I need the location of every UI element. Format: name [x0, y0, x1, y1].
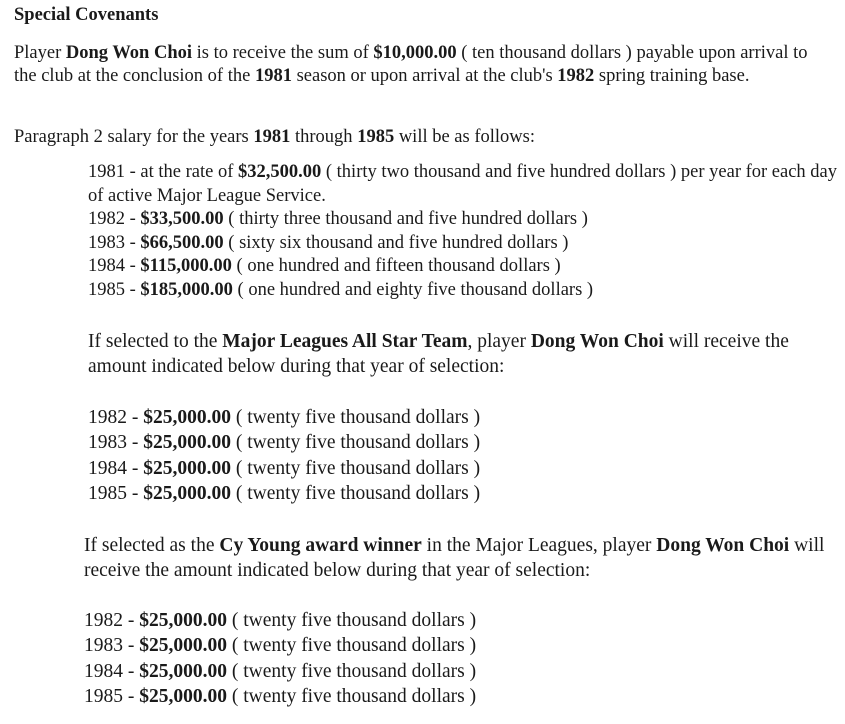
salary-row: 1984 - $115,000.00 ( one hundred and fifteen thousand dollars ) — [88, 256, 561, 276]
cy-young-row: 1984 - $25,000.00 ( twenty five thousand dollars ) — [84, 660, 477, 682]
salary-intro-paragraph: Paragraph 2 salary for the years 1981 through 1985 will be as follows: — [14, 127, 535, 147]
cy-young-row: 1985 - $25,000.00 ( twenty five thousand dollars ) — [84, 685, 477, 707]
cy-young-row: 1982 - $25,000.00 ( twenty five thousand dollars ) — [84, 610, 477, 631]
salary-row: 1982 - $33,500.00 ( thirty three thousand and five hundred dollars ) — [88, 209, 588, 229]
all-star-paragraph: If selected to the Major Leagues All Star Team, player Dong Won Choi will receive the amount indicated below during that year of selection: — [88, 331, 789, 377]
salary-row-1981: 1981 - at the rate of $32,500.00 ( thirty two thousand and five hundred dollars ) per year for each day of active Major League Service. — [88, 162, 838, 206]
all-star-row: 1982 - $25,000.00 ( twenty five thousand dollars ) — [88, 407, 481, 428]
salary-schedule — [88, 161, 840, 302]
player-name: Dong Won Choi — [65, 43, 193, 63]
signing-bonus-paragraph: Player Dong Won Choi is to receive the sum of $10,000.00 ( ten thousand dollars ) payable upon arrival to the club at the conclusion of the 1981 season or upon arrival at the club's 1982 spring training base. — [14, 43, 808, 86]
all-star-row: 1983 - $25,000.00 ( twenty five thousand dollars ) — [88, 432, 481, 454]
salary-row: 1985 - $185,000.00 ( one hundred and eighty five thousand dollars ) — [88, 279, 594, 300]
all-star-row: 1985 - $25,000.00 ( twenty five thousand dollars ) — [88, 482, 481, 504]
salary-row: 1983 - $66,500.00 ( sixty six thousand and five hundred dollars ) — [88, 232, 569, 253]
cy-young-row: 1983 - $25,000.00 ( twenty five thousand dollars ) — [84, 635, 477, 657]
cy-young-paragraph: If selected as the Cy Young award winner in the Major Leagues, player Dong Won Choi will receive the amount indicated below during that year of selection: — [84, 535, 825, 581]
all-star-row: 1984 - $25,000.00 ( twenty five thousand dollars ) — [88, 457, 481, 479]
bonus-amount: $10,000.00 — [373, 43, 457, 63]
all-star-bonus-list — [88, 405, 480, 506]
cy-young-bonus-list — [84, 608, 476, 709]
section-heading: Special Covenants — [14, 5, 159, 25]
